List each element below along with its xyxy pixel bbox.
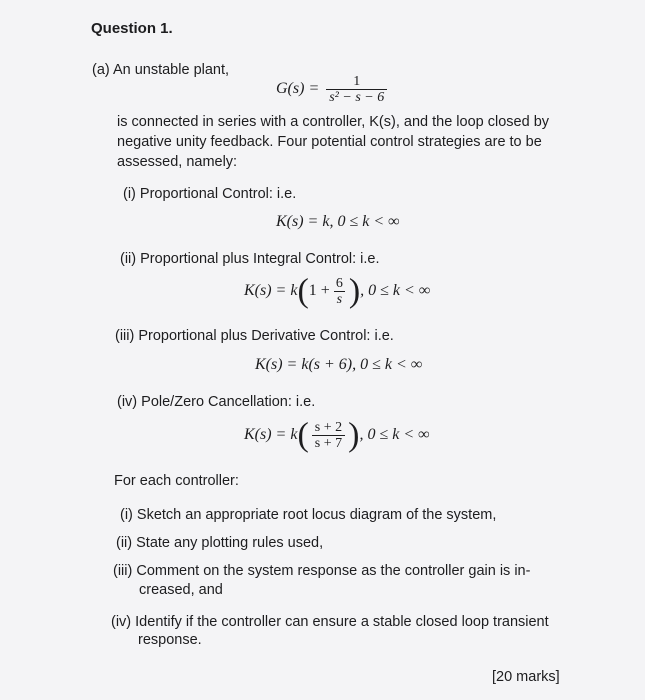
desc-line-3: assessed, namely:	[117, 154, 238, 170]
strategy-i-equation: K(s) = k, 0 ≤ k < ∞	[276, 213, 400, 230]
strategy-iv-label: (iv) Pole/Zero Cancellation: i.e.	[117, 394, 316, 410]
strategy-ii-equation	[244, 272, 431, 310]
right-paren: )	[348, 416, 360, 454]
question-title: Question 1.	[91, 20, 173, 37]
strategy-ii-inner: 1 +	[308, 282, 330, 300]
task-iii-line-2: creased, and	[139, 582, 223, 598]
plant-numerator: 1	[353, 74, 361, 89]
plant-lhs: G(s) =	[276, 80, 320, 98]
task-i: (i) Sketch an appropriate root locus diagram of the system,	[120, 507, 497, 523]
task-iii-line-1: (iii) Comment on the system response as the controller gain is in-	[113, 563, 531, 579]
left-paren: (	[297, 272, 309, 310]
left-paren: (	[297, 416, 309, 454]
strategy-iv-rhs: , 0 ≤ k < ∞	[359, 426, 430, 444]
strategy-i-label: (i) Proportional Control: i.e.	[123, 186, 297, 202]
task-iv-line-1: (iv) Identify if the controller can ensure a stable closed loop transient	[111, 614, 549, 630]
strategy-ii-fraction	[333, 276, 346, 307]
strategy-iv-equation	[244, 416, 430, 454]
for-each-heading: For each controller:	[114, 473, 239, 489]
desc-line-2: negative unity feedback. Four potential control strategies are to be	[117, 134, 542, 150]
strategy-iv-lhs: K(s) = k	[244, 426, 298, 444]
strategy-iv-denominator: s + 7	[312, 435, 345, 451]
desc-line-1: is connected in series with a controller, K(s), and the loop closed by	[117, 114, 550, 130]
strategy-iv-fraction	[312, 420, 345, 451]
strategy-ii-label: (ii) Proportional plus Integral Control: i.e.	[120, 251, 380, 267]
plant-equation	[276, 74, 390, 105]
marks-label: [20 marks]	[492, 669, 560, 685]
strategy-ii-lhs: K(s) = k	[244, 282, 298, 300]
part-a-intro: (a) An unstable plant,	[92, 62, 230, 78]
strategy-iv-numerator: s + 2	[314, 420, 343, 435]
strategy-ii-numerator: 6	[335, 276, 343, 291]
task-iv-line-2: response.	[138, 632, 202, 648]
strategy-ii-rhs: , 0 ≤ k < ∞	[360, 282, 431, 300]
right-paren: )	[348, 272, 361, 310]
plant-fraction	[326, 74, 387, 105]
task-ii: (ii) State any plotting rules used,	[116, 535, 324, 551]
strategy-ii-denominator: s	[334, 291, 345, 307]
plant-denominator: s² − s − 6	[326, 89, 387, 105]
strategy-iii-label: (iii) Proportional plus Derivative Control: i.e.	[115, 328, 394, 344]
strategy-iii-equation: K(s) = k(s + 6), 0 ≤ k < ∞	[255, 356, 423, 373]
